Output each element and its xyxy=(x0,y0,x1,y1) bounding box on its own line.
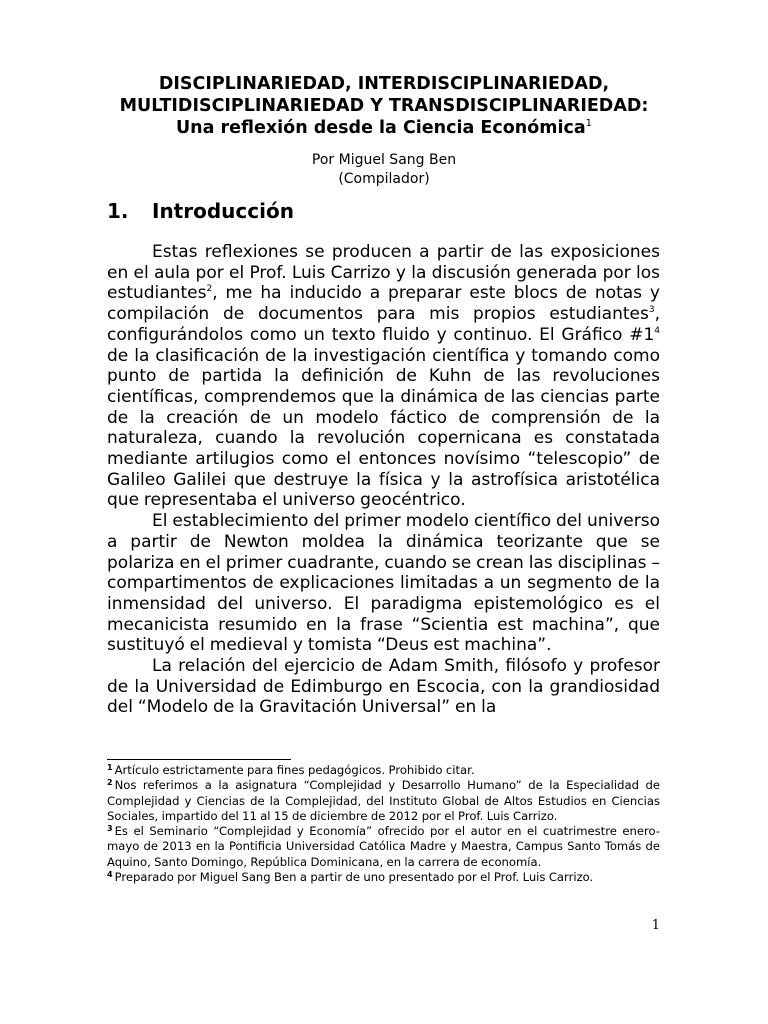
footnote-mark: 3 xyxy=(107,824,113,834)
paragraph-1-part-b: , me ha inducido a preparar este blocs de notas y compilación de documentos para mis propios estudiantes xyxy=(107,283,660,325)
title-line-2: MULTIDISCIPLINARIEDAD Y TRANSDISCIPLINARIEDAD: xyxy=(119,96,649,116)
author-role: (Compilador) xyxy=(338,171,430,187)
footnote-mark: 4 xyxy=(107,870,113,880)
paragraph-1 xyxy=(107,242,660,511)
author-name: Por Miguel Sang Ben xyxy=(311,152,457,168)
footnote-ref-2: 2 xyxy=(206,284,213,295)
document-title xyxy=(60,73,708,139)
footnote-ref-3: 3 xyxy=(648,305,655,316)
footnote-mark: 1 xyxy=(107,763,113,772)
footnote-mark: 2 xyxy=(107,778,113,788)
paragraph-2: El establecimiento del primer modelo científico del universo a partir de Newton moldea la dinámica teorizante que se polariza en el primer cuadrante, cuando se crean las disciplinas –compartimentos de explicaciones limitadas a un segmento de la inmensidad del universo. El paradigma epistemológico es el mecanicista resumido en la frase “Scientia est machina”, que sustituyó el medieval y tomista “Deus est machina”. xyxy=(107,511,660,656)
footnote xyxy=(107,763,660,778)
paragraph-1-part-c: , configurándolos como un texto fluido y continuo. El Gráfico #1 xyxy=(107,304,660,345)
footnote-text: Artículo estrictamente para fines pedagógicos. Prohibido citar. xyxy=(114,763,475,777)
footnote-separator xyxy=(107,759,291,760)
footnote xyxy=(107,870,660,885)
footnote-text: Preparado por Miguel Sang Ben a partir de uno presentado por el Prof. Luis Carrizo. xyxy=(114,870,594,885)
subtitle-text: Una reflexión desde la Ciencia Económica xyxy=(175,118,586,138)
paragraph-1-part-a: Estas reflexiones se producen a partir de las exposiciones en el aula por el Prof. Luis Carrizo y la discusión generada por los estudiantes xyxy=(107,242,660,304)
byline xyxy=(60,151,708,189)
footnote xyxy=(107,824,660,870)
page-number: 1 xyxy=(651,918,660,933)
section-title: Introducción xyxy=(152,199,294,223)
section-number: 1. xyxy=(107,199,129,223)
section-heading xyxy=(107,198,294,224)
footnote-ref-4: 4 xyxy=(654,325,660,336)
paragraph-1-part-d: de la clasificación de la investigación científica y tomando como punto de partida la definición de Kuhn de las revoluciones científicas, comprendemos que la dinámica de las ciencias parte de la creación de un modelo fáctico de comprensión de la naturaleza, cuando la revolución copernicana es constatada mediante artilugios como el entonces novísimo “telescopio” de Galileo Galilei que destruye la física y la astrofísica aristotélica que representaba el universo geocéntrico. xyxy=(107,345,660,511)
title-line-3 xyxy=(60,117,708,139)
footnote xyxy=(107,778,660,824)
footnote-text: Es el Seminario “Complejidad y Economía” ofrecido por el autor en el cuatrimestre enero-mayo de 2013 en la Pontificia Universidad Católica Madre y Maestra, Campus Santo Tomás de Aquino, Santo Domingo, República Dominicana, en la carrera de economía. xyxy=(107,824,660,869)
footnote-text: Nos referimos a la asignatura “Complejidad y Desarrollo Humano” de la Especialidad de Complejidad y Ciencias de la Complejidad, del Instituto Global de Altos Estudios en Ciencias Sociales, impartido del 11 al 15 de diciembre de 2012 por el Prof. Luis Carrizo. xyxy=(107,778,660,823)
title-line-1: DISCIPLINARIEDAD, INTERDISCIPLINARIEDAD, xyxy=(158,74,610,94)
body-text xyxy=(107,242,660,718)
footnote-ref-1: 1 xyxy=(585,118,593,129)
footnotes xyxy=(107,763,660,885)
paragraph-3: La relación del ejercicio de Adam Smith, filósofo y profesor de la Universidad de Edimburgo en Escocia, con la grandiosidad del “Modelo de la Gravitación Universal” en la xyxy=(107,656,660,718)
